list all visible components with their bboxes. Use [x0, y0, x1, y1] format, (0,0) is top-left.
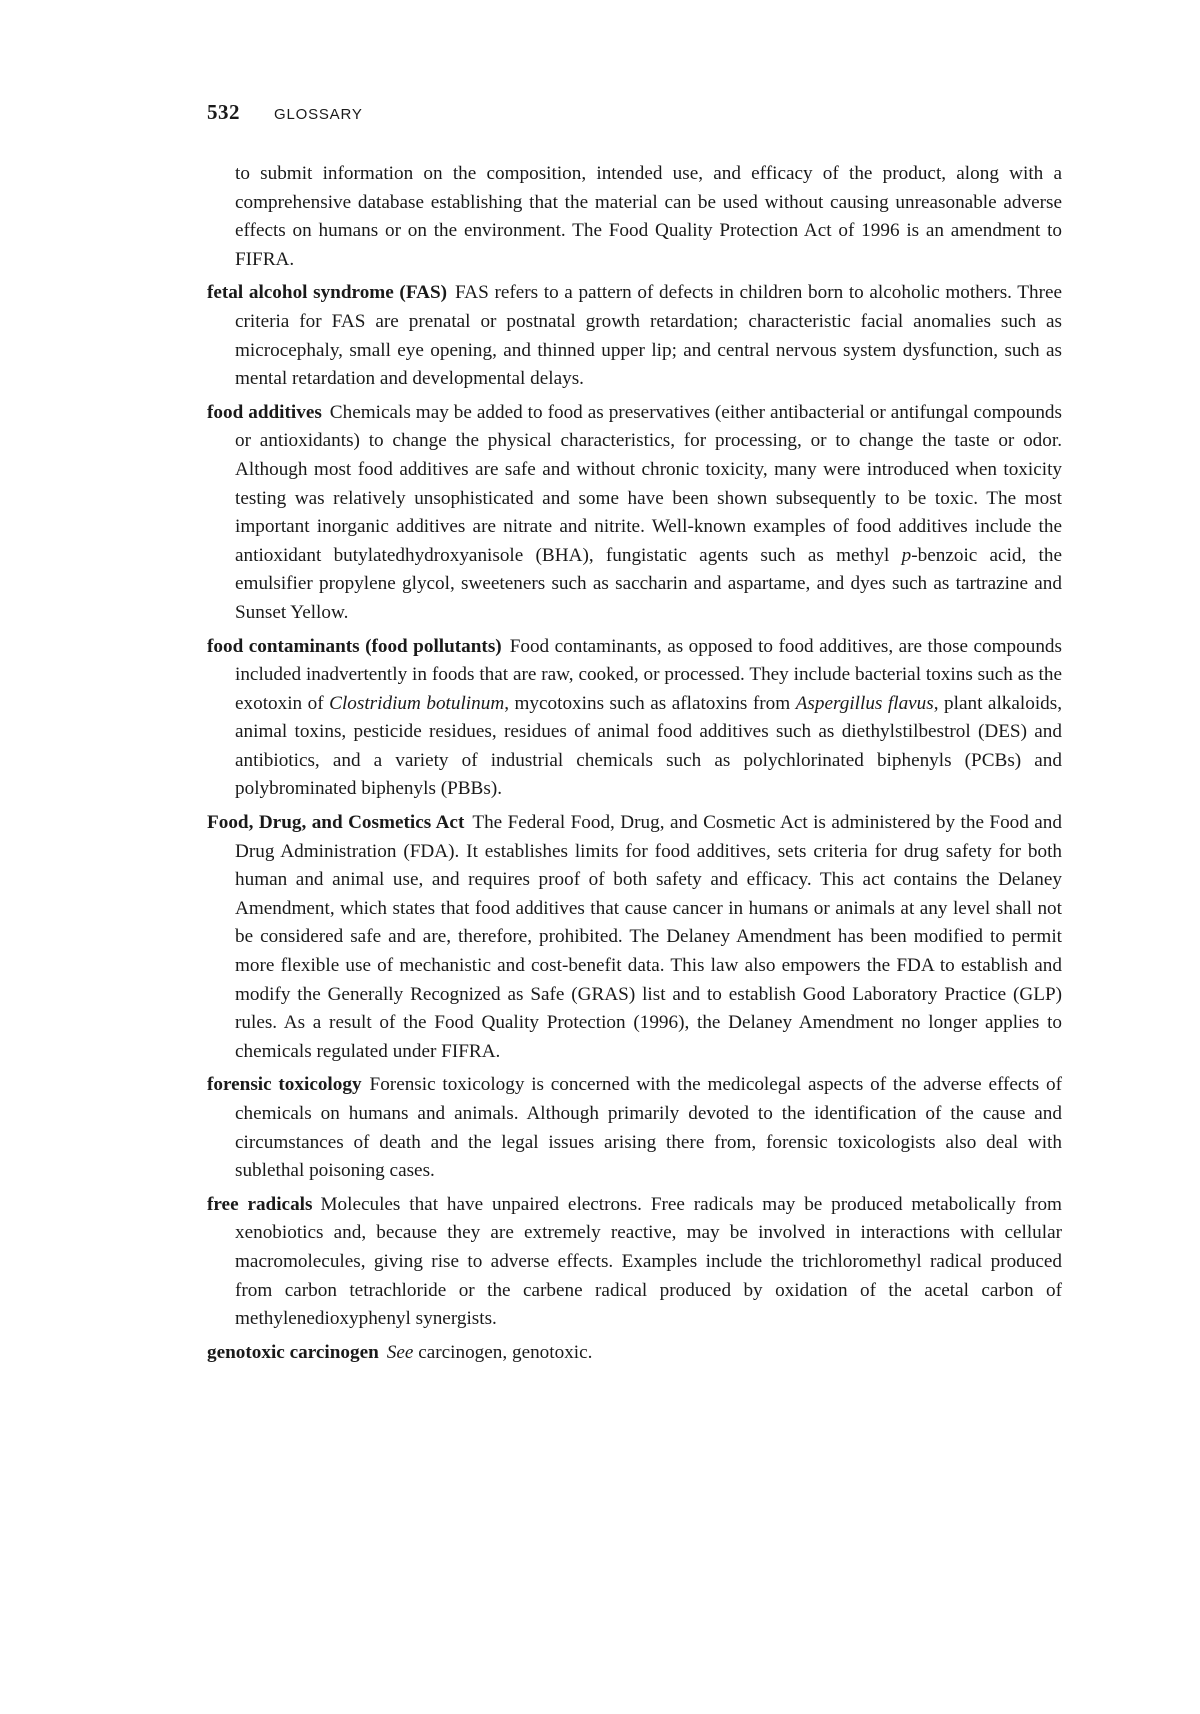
- glossary-entry-fetal-alcohol-syndrome: [207, 279, 1062, 393]
- entry-term: free radicals: [207, 1193, 313, 1215]
- definition-text: to submit information on the composition, intended use, and efficacy of the product, along with a comprehensive database establishing that the material can be used without causing unreasonable adverse effects on humans or on the environment. The Food Quality Protection Act of 1996 is an amendment to FIFRA.: [235, 163, 1062, 270]
- entry-term: food contaminants (food pollutants): [207, 635, 502, 657]
- definition-text: , mycotoxins such as aflatoxins from: [504, 692, 796, 714]
- entry-term: food additives: [207, 401, 322, 423]
- definition-text: -benzoic acid, the emulsifier propylene glycol, sweeteners such as saccharin and aspartame, and dyes such as tartrazine and Sunset Yellow.: [235, 544, 1062, 623]
- glossary-entry-forensic-toxicology: [207, 1071, 1062, 1185]
- entry-term: forensic toxicology: [207, 1074, 362, 1096]
- definition-italic: p: [901, 544, 912, 566]
- glossary-entry-fifra-continued: [207, 160, 1062, 274]
- definition-italic: Aspergillus flavus: [795, 692, 934, 714]
- glossary-entry-food-drug-cosmetics-act: [207, 809, 1062, 1066]
- entry-term: Food, Drug, and Cosmetics Act: [207, 812, 465, 834]
- glossary-entry-genotoxic-carcinogen: [207, 1339, 1062, 1368]
- definition-text: , plant alkaloids, animal toxins, pesticide residues, residues of animal food additives such as diethylstilbestrol (DES) and antibiotics, and a variety of industrial chemicals such as polychlorinated biphenyls (PCBs) and polybrominated biphenyls (PBBs).: [235, 692, 1063, 800]
- cross-reference-see: See: [386, 1341, 414, 1363]
- definition-text: Chemicals may be added to food as preservatives (either antibacterial or antifungal compounds or antioxidants) to change the physical characteristics, for processing, or to change the taste or odor. Although most food additives are safe and without chronic toxicity, many were introduced when toxicity testing was relatively unsophisticated and some have been shown subsequently to be toxic. The most important inorganic additives are nitrate and nitrite. Well-known examples of food additives include the antioxidant butylatedhydroxyanisole (BHA), fungistatic agents such as methyl: [235, 401, 1062, 566]
- glossary-entry-food-additives: [207, 399, 1062, 628]
- running-head: [207, 100, 363, 130]
- definition-text: Forensic toxicology is concerned with the medicolegal aspects of the adverse effects of chemicals on humans and animals. Although primarily devoted to the identification of the cause and circumstances of death and the legal issues arising there from, forensic toxicologists also deal with sublethal poisoning cases.: [235, 1074, 1062, 1182]
- definition-text: Molecules that have unpaired electrons. Free radicals may be produced metabolically from xenobiotics and, because they are extremely reactive, may be involved in interactions with cellular macromolecules, giving rise to adverse effects. Examples include the trichloromethyl radical produced from carbon tetrachloride or the carbene radical produced by oxidation of the acetal carbon of methylenedioxyphenyl synergists.: [235, 1193, 1062, 1330]
- definition-text: FAS refers to a pattern of defects in children born to alcoholic mothers. Three criteria for FAS are prenatal or postnatal growth retardation; characteristic facial anomalies such as microcephaly, small eye opening, and thinned upper lip; and central nervous system dysfunction, such as mental retardation and developmental delays.: [235, 282, 1062, 390]
- glossary-entry-free-radicals: [207, 1191, 1062, 1334]
- definition-text: The Federal Food, Drug, and Cosmetic Act is administered by the Food and Drug Administration (FDA). It establishes limits for food additives, sets criteria for drug safety for both human and animal use, and requires proof of both safety and efficacy. This act contains the Delaney Amendment, which states that food additives that cause cancer in humans or animals at any level shall not be considered safe and are, therefore, prohibited. The Delaney Amendment has been modified to permit more flexible use of mechanistic and cost-benefit data. This law also empowers the FDA to establish and modify the Generally Recognized as Safe (GRAS) list and to establish Good Laboratory Practice (GLP) rules. As a result of the Food Quality Protection (1996), the Delaney Amendment no longer applies to chemicals regulated under FIFRA.: [235, 812, 1062, 1062]
- glossary-entry-food-contaminants: [207, 633, 1062, 805]
- glossary-body: [207, 160, 1062, 1372]
- section-title: GLOSSARY: [274, 106, 363, 123]
- definition-italic: Clostridium botulinum: [329, 692, 505, 714]
- entry-term: genotoxic carcinogen: [207, 1341, 379, 1363]
- definition-text: Food contaminants, as opposed to food additives, are those compounds included inadvertently in foods that are raw, cooked, or processed. They include bacterial toxins such as the exotoxin of: [235, 635, 1062, 714]
- entry-term: fetal alcohol syndrome (FAS): [207, 282, 448, 304]
- page-number: 532: [207, 100, 240, 124]
- definition-text: carcinogen, genotoxic.: [413, 1341, 593, 1363]
